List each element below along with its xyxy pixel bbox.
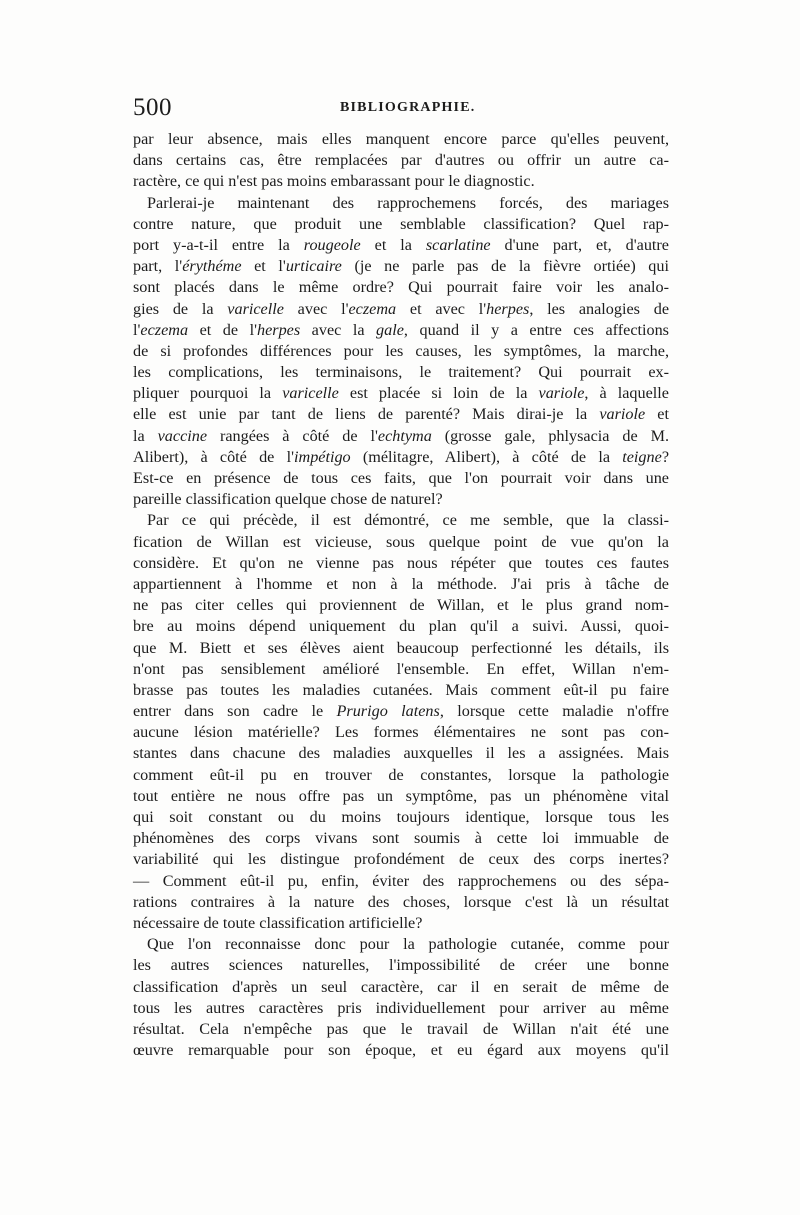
- text-segment: appartiennent à l'homme et non à la méthode. J'ai pris à tâche de: [133, 574, 669, 593]
- text-line: [133, 638, 669, 659]
- text-line: [133, 659, 669, 680]
- text-segment: bre au moins dépend uniquement du plan qu'il a suivi. Aussi, quoi-: [133, 617, 669, 636]
- italic-term: eczema: [140, 320, 189, 339]
- text-line: [133, 489, 669, 510]
- text-segment: (grosse gale, phlysacia de M.: [431, 426, 670, 445]
- text-segment: Par ce qui précède, il est démontré, ce me semble, que la classi-: [147, 511, 669, 530]
- text-line: [133, 616, 669, 637]
- running-head: BIBLIOGRAPHIE.: [340, 100, 476, 115]
- text-line: [133, 849, 669, 870]
- text-line: [133, 214, 669, 235]
- text-segment: dans certains cas, être remplacées par d'autres ou offrir un autre ca-: [133, 151, 669, 170]
- italic-term: vaccine: [157, 426, 208, 445]
- text-segment: ?: [661, 447, 669, 466]
- text-segment: avec l': [283, 299, 349, 318]
- text-segment: stantes dans chacune des maladies auxquelles il les a assignées. Mais: [133, 744, 669, 763]
- text-segment: n'ont pas sensiblement amélioré l'ensemble. En effet, Willan n'em-: [133, 659, 669, 678]
- text-segment: sont placés dans le même ordre? Qui pourrait faire voir les analo-: [133, 278, 669, 297]
- text-line: [133, 743, 669, 764]
- text-segment: gies de la: [133, 299, 228, 318]
- text-line: [133, 447, 669, 468]
- text-segment: résultat. Cela n'empêche pas que le travail de Willan n'ait été une: [133, 1019, 669, 1038]
- text-segment: pliquer pourquoi la: [133, 384, 283, 403]
- text-segment: phénomènes des corps vivans sont soumis à cette loi immuable de: [133, 829, 669, 848]
- text-line: [133, 129, 669, 150]
- italic-term: varicelle: [227, 299, 284, 318]
- italic-term: scarlatine: [425, 235, 491, 254]
- italic-term: Prurigo latens: [336, 702, 440, 721]
- italic-term: gale: [376, 320, 404, 339]
- text-line: [133, 468, 669, 489]
- page-header: [133, 94, 669, 124]
- text-segment: port y-a-t-il entre la: [133, 235, 304, 254]
- italic-term: érythéme: [182, 257, 242, 276]
- text-segment: l': [133, 320, 141, 339]
- text-line: [133, 1019, 669, 1040]
- text-segment: classification d'après un seul caractère, car il en serait de même de: [133, 977, 669, 996]
- text-line: [133, 404, 669, 425]
- text-line: [133, 299, 669, 320]
- text-segment: nécessaire de toute classification artificielle?: [133, 913, 423, 932]
- text-line: [133, 510, 669, 531]
- text-segment: Que l'on reconnaisse donc pour la pathologie cutanée, comme pour: [147, 935, 669, 954]
- text-segment: aucune lésion matérielle? Les formes élémentaires ne sont pas con-: [133, 723, 669, 742]
- text-line: [133, 235, 669, 256]
- text-segment: (je ne parle pas de la fièvre ortiée) qui: [341, 257, 669, 276]
- text-segment: — Comment eût-il pu, enfin, éviter des rapprochemens ou des sépa-: [133, 871, 669, 890]
- text-segment: considère. Et qu'on ne vienne pas nous répéter que toutes ces fautes: [133, 553, 669, 572]
- text-segment: elle est unie par tant de liens de parenté? Mais dirai-je la: [133, 405, 600, 424]
- text-line: [133, 871, 669, 892]
- text-segment: d'une part, et, d'autre: [490, 235, 669, 254]
- text-line: [133, 701, 669, 722]
- text-segment: tous les autres caractères pris individuellement pour arriver au même: [133, 998, 669, 1017]
- text-segment: avec la: [300, 320, 377, 339]
- text-segment: les complications, les terminaisons, le traitement? Qui pourrait ex-: [133, 363, 669, 382]
- text-segment: , les analogies de: [529, 299, 670, 318]
- text-line: [133, 913, 669, 934]
- text-segment: ractère, ce qui n'est pas moins embarassant pour le diagnostic.: [133, 172, 535, 191]
- text-line: [133, 955, 669, 976]
- text-segment: que M. Biett et ses élèves aient beaucoup perfectionné les détails, ils: [133, 638, 669, 657]
- text-segment: pareille classification quelque chose de naturel?: [133, 490, 443, 509]
- text-segment: les autres sciences naturelles, l'impossibilité de créer une bonne: [133, 956, 669, 975]
- text-segment: par leur absence, mais elles manquent encore parce qu'elles peuvent,: [133, 130, 669, 148]
- text-line: [133, 532, 669, 553]
- text-line: [133, 977, 669, 998]
- text-segment: part, l': [133, 257, 183, 276]
- italic-term: varicelle: [282, 384, 339, 403]
- italic-term: herpes: [257, 320, 301, 339]
- text-segment: variabilité qui les distingue profondément de ceux des corps inertes?: [133, 850, 669, 869]
- text-line: [133, 171, 669, 192]
- italic-term: echtyma: [377, 426, 432, 445]
- text-line: [133, 277, 669, 298]
- text-segment: , lorsque cette maladie n'offre: [439, 702, 669, 721]
- text-line: [133, 1040, 669, 1061]
- text-segment: la: [133, 426, 158, 445]
- text-line: [133, 786, 669, 807]
- text-line: [133, 828, 669, 849]
- italic-term: teigne: [622, 447, 662, 466]
- text-segment: qui soit constant ou du moins toujours identique, lorsque tous les: [133, 808, 669, 826]
- text-line: [133, 320, 669, 341]
- text-segment: ne pas citer celles qui proviennent de Willan, et le plus grand nom-: [133, 596, 669, 615]
- text-segment: et avec l': [396, 299, 487, 318]
- italic-term: urticaire: [285, 257, 342, 276]
- text-line: [133, 362, 669, 383]
- text-line: [133, 998, 669, 1019]
- text-segment: Est-ce en présence de tous ces faits, que l'on pourrait voir dans une: [133, 469, 669, 487]
- text-segment: tout entière ne nous offre pas un symptôme, pas un phénomène vital: [133, 786, 669, 805]
- text-segment: contre nature, que produit une semblable classification? Quel rap-: [133, 214, 669, 233]
- text-segment: rations contraires à la nature des choses, lorsque c'est là un résultat: [133, 892, 669, 911]
- text-segment: et la: [360, 235, 426, 254]
- text-line: [133, 765, 669, 786]
- text-line: [133, 426, 669, 447]
- text-segment: , quand il y a entre ces affections: [403, 320, 669, 339]
- text-line: [133, 807, 669, 828]
- text-line: [133, 553, 669, 574]
- text-line: [133, 722, 669, 743]
- text-segment: et: [645, 405, 669, 424]
- text-segment: rangées à côté de l': [207, 426, 378, 445]
- text-segment: comment eût-il pu en trouver de constantes, lorsque la pathologie: [133, 765, 669, 784]
- text-line: [133, 680, 669, 701]
- text-line: [133, 341, 669, 362]
- text-line: [133, 193, 669, 214]
- italic-term: impétigo: [294, 447, 351, 466]
- text-segment: , à laquelle: [584, 384, 669, 403]
- text-line: [133, 150, 669, 171]
- body-text: [133, 129, 669, 1061]
- italic-term: rougeole: [303, 235, 361, 254]
- text-line: [133, 934, 669, 955]
- text-segment: fication de Willan est vicieuse, sous quelque point de vue qu'on la: [133, 532, 669, 551]
- text-segment: Parlerai-je maintenant des rapprochemens forcés, des mariages: [147, 193, 669, 212]
- page-number: 500: [133, 94, 172, 121]
- text-segment: est placée si loin de la: [338, 384, 539, 403]
- italic-term: eczema: [348, 299, 397, 318]
- text-segment: œuvre remarquable pour son époque, et eu égard aux moyens qu'il: [133, 1041, 669, 1060]
- text-line: [133, 595, 669, 616]
- text-line: [133, 574, 669, 595]
- italic-term: herpes: [486, 299, 530, 318]
- text-segment: Alibert), à côté de l': [133, 447, 294, 466]
- text-segment: entrer dans son cadre le: [133, 702, 337, 721]
- text-line: [133, 256, 669, 277]
- italic-term: variole: [599, 405, 646, 424]
- text-segment: et l': [241, 257, 286, 276]
- text-line: [133, 383, 669, 404]
- text-segment: brasse pas toutes les maladies cutanées. Mais comment eût-il pu faire: [133, 680, 669, 699]
- text-segment: et de l': [188, 320, 257, 339]
- italic-term: variole: [538, 384, 585, 403]
- text-segment: (mélitagre, Alibert), à côté de la: [350, 447, 623, 466]
- text-line: [133, 892, 669, 913]
- text-segment: de si profondes différences pour les causes, les symptômes, la marche,: [133, 341, 669, 360]
